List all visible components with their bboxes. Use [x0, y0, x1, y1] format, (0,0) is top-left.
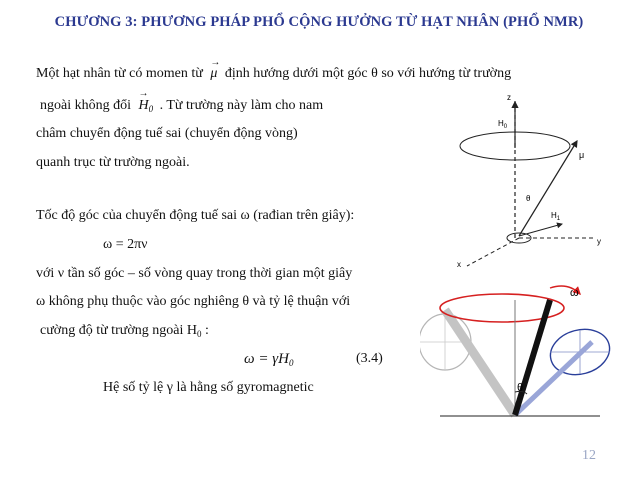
text-line-8: ω không phụ thuộc vào góc nghiêng θ và tỷ lệ thuận với — [36, 294, 351, 309]
theta-label: θ — [526, 194, 531, 203]
z-label: z — [507, 93, 511, 102]
page-number: 12 — [582, 448, 596, 463]
theta2-label: θ — [517, 382, 524, 394]
mu-vector-arrow — [519, 141, 577, 236]
text-line-10: Hệ số tỷ lệ γ là hằng số gyromagnetic — [103, 380, 314, 395]
text-l2b: . Từ trường này làm cho nam — [159, 98, 324, 113]
mu-label: μ — [579, 150, 585, 160]
mu-vector-symbol: → μ — [210, 57, 221, 81]
text-line-6: ω = 2πν — [103, 237, 148, 252]
h1-label: $H_1$ — [551, 211, 561, 222]
omega-label: ω — [570, 287, 579, 299]
text-l2a: ngoài không đổi — [40, 98, 131, 113]
red-orbit — [440, 286, 580, 322]
h0-label: $H_0$ — [498, 119, 508, 130]
precession-vector-diagram — [445, 88, 620, 273]
x-axis — [467, 238, 519, 266]
text-line-3: châm chuyển động tuế sai (chuyển động vòng) — [36, 126, 298, 141]
text-l1a: Một hạt nhân từ có momen từ — [36, 66, 203, 81]
text-line-2 — [40, 88, 324, 114]
x-label: x — [457, 260, 461, 269]
text-l1b: định hướng dưới một góc θ so với hướng từ trường — [224, 66, 512, 81]
text-line-4: quanh trục từ trường ngoài. — [36, 155, 190, 170]
text-line-7: với ν tần số góc – số vòng quay trong thời gian một giây — [36, 266, 353, 281]
grey-cone — [420, 310, 515, 415]
slide-title: CHƯƠNG 3: PHƯƠNG PHÁP PHỔ CỘNG HƯỞNG TỪ HẠT NHÂN (PHỔ NMR) — [54, 14, 584, 30]
y-label: y — [597, 237, 601, 246]
text-line-5: Tốc độ góc của chuyển động tuế sai ω (rađian trên giây): — [36, 208, 355, 223]
equation-number: (3.4) — [356, 351, 383, 366]
text-line-1 — [36, 57, 512, 82]
formula: $\omega = \gamma H_0$ — [244, 351, 294, 368]
text-line-9: cường độ từ trường ngoài $H_0$ : — [40, 323, 209, 339]
precession-cone-diagram — [420, 280, 620, 440]
h0-vector-symbol: → $H_0$ — [138, 88, 154, 114]
